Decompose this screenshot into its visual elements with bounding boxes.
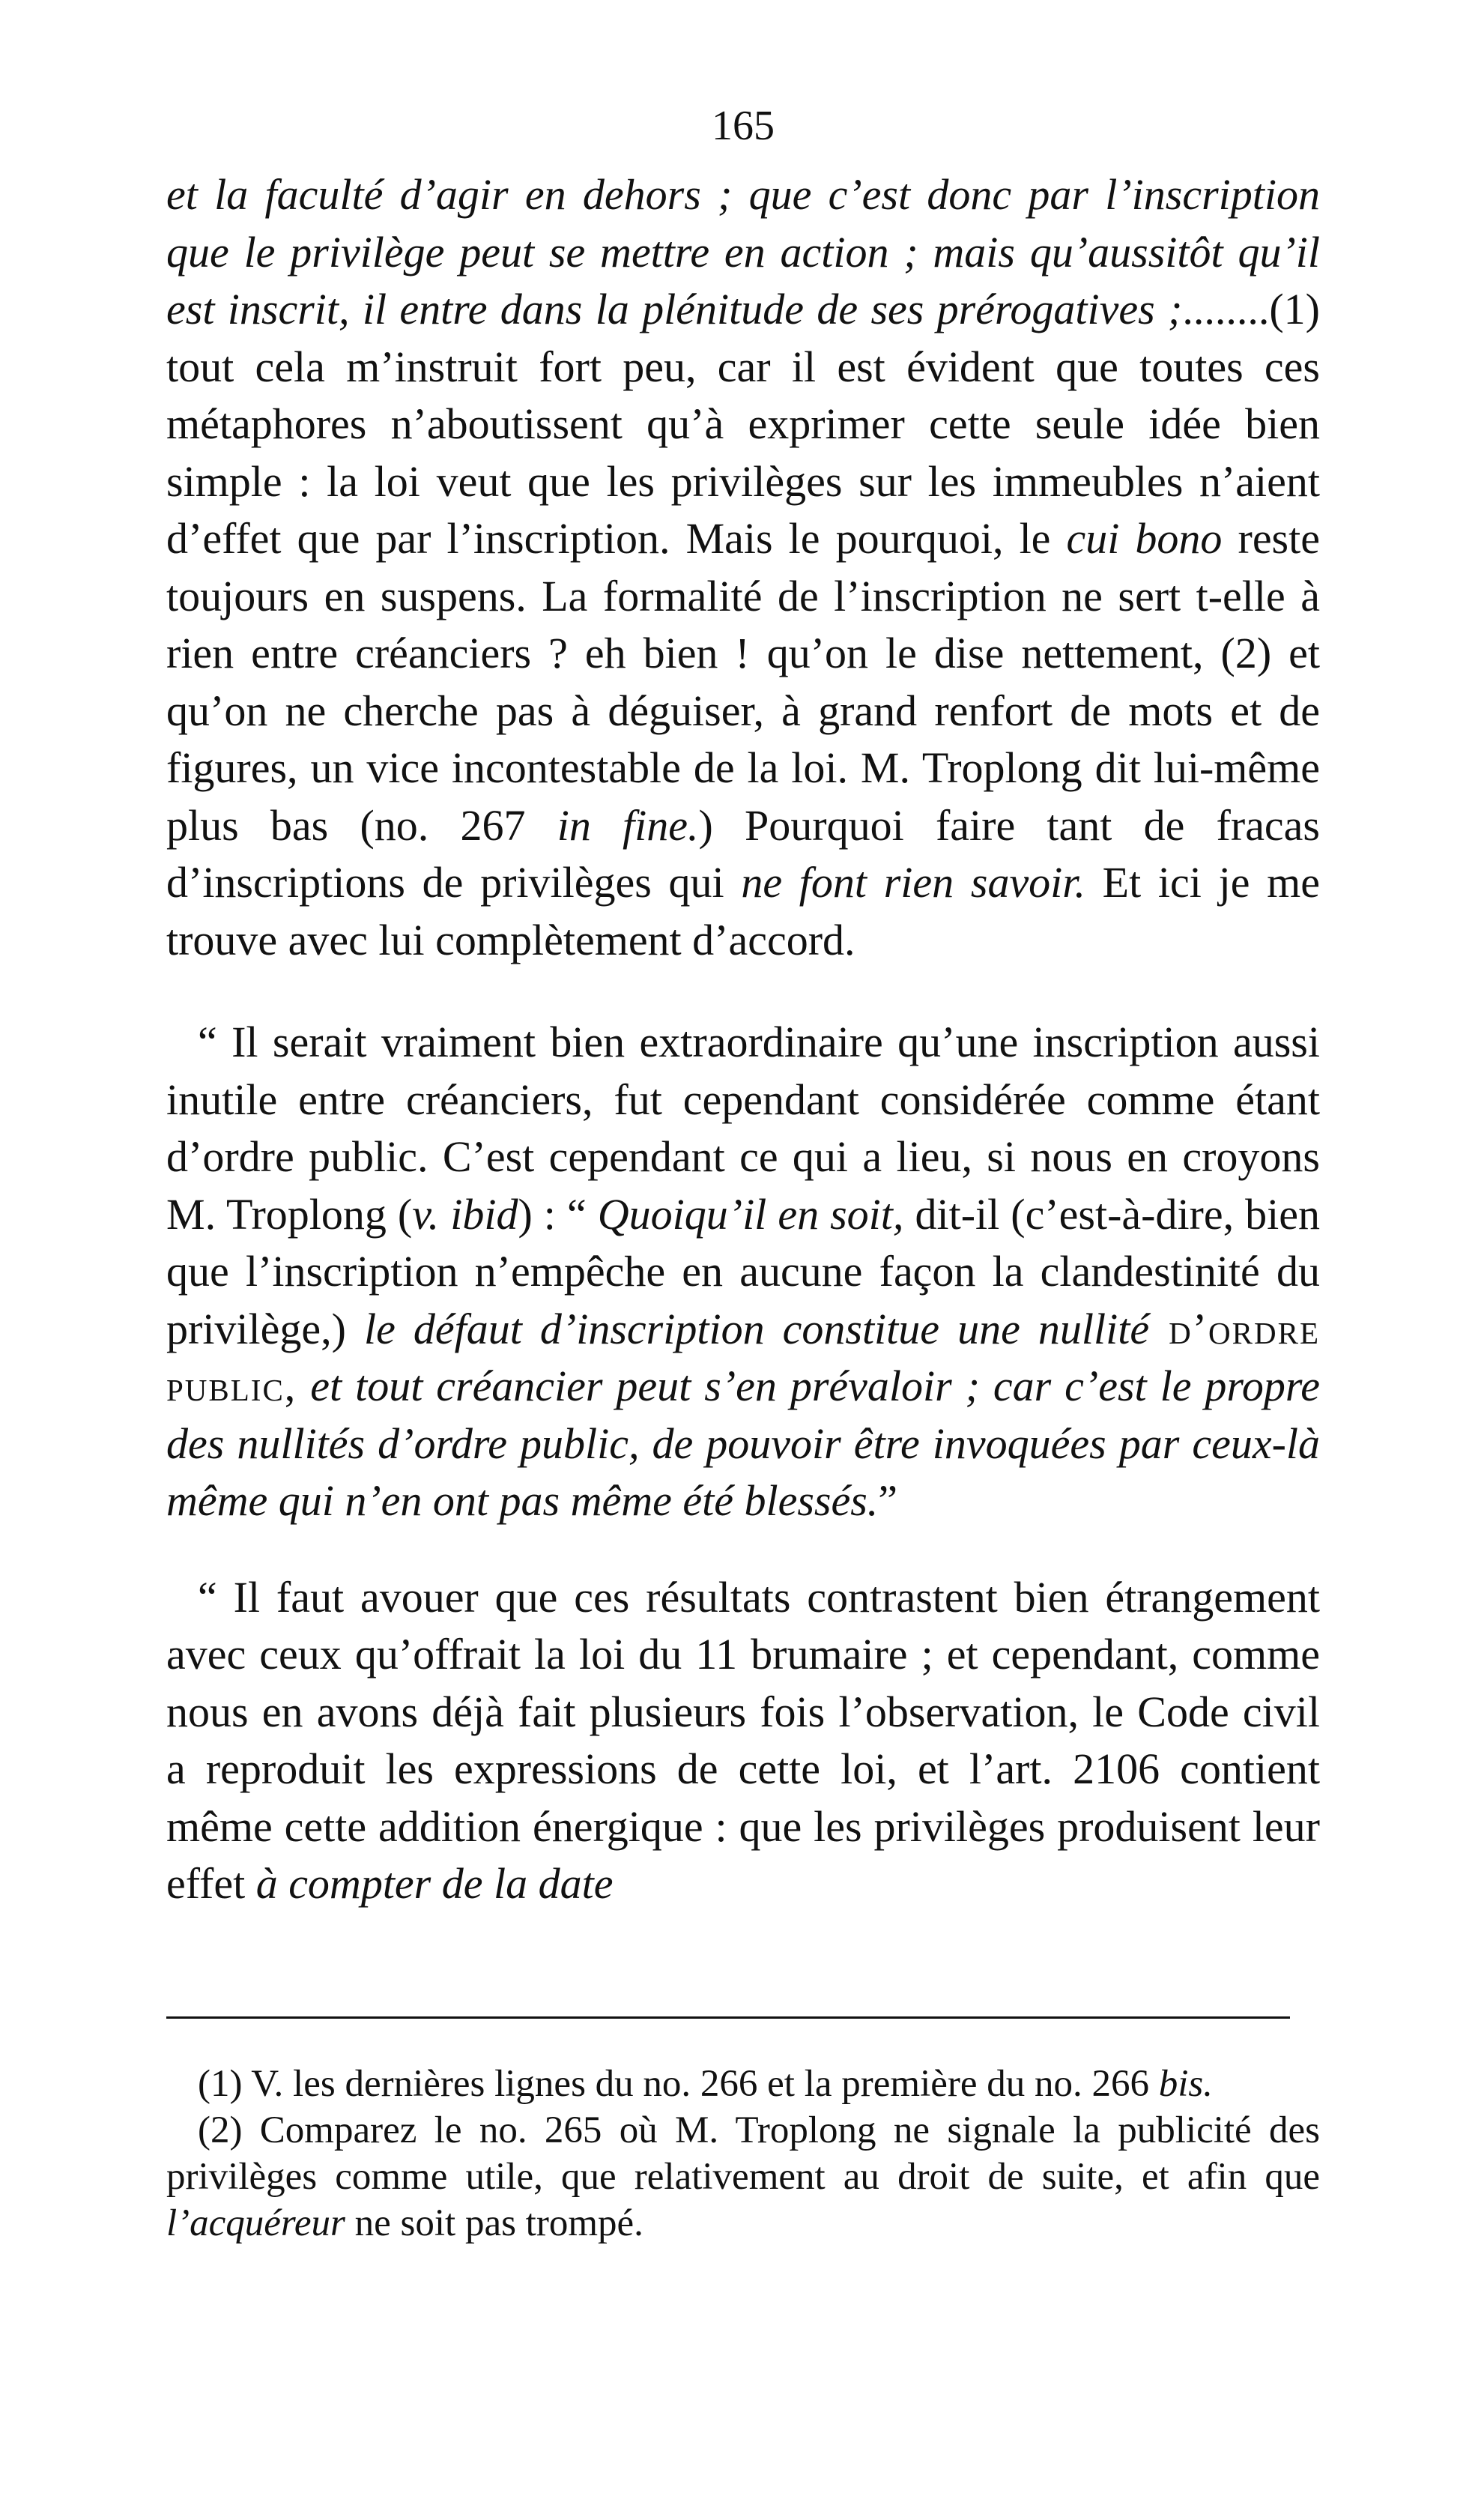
page-number: 165	[712, 103, 775, 149]
footnotes	[166, 2061, 1320, 2246]
small-caps-run: d’ordre public,	[166, 1304, 1320, 1410]
italic-run: cui bono	[1066, 514, 1223, 563]
italic-run: in fine.	[557, 800, 699, 850]
text-run: reste toujours en suspens. La formalité de l’inscription ne sert t-elle à rien entre créanciers ? eh bien ! qu’on le dise nettement, (2) et qu’on ne cherche pas à déguiser, à grand renfort de mots et de figures, un vice incontestable de la loi. M. Troplong dit lui-même plus bas (no. 267	[166, 514, 1320, 850]
paragraph-1	[166, 166, 1320, 969]
paragraph-3	[166, 1569, 1320, 1913]
text-run: (2) Comparez le no. 265 où M. Troplong ne signale la publicité des privilèges comme utile, que relativement au droit de suite, et afin que	[166, 2109, 1320, 2198]
italic-run: le défaut d’inscription constitue une nullité	[364, 1304, 1150, 1353]
italic-run: bis.	[1158, 2062, 1214, 2105]
text-run: ) : “	[518, 1189, 598, 1239]
text-run: ) Pourquoi faire tant de fracas d’inscriptions de privilèges qui	[166, 800, 1320, 907]
book-page	[166, 105, 1320, 2246]
italic-run: à compter de la date	[255, 1859, 614, 1908]
italic-run: et la faculté d’agir en dehors ; que c’est donc par l’inscription que le privilège peut se mettre en action ; mais qu’aussitôt qu’il est inscrit, il entre dans la plénitude de ses prérogatives ;	[166, 170, 1320, 333]
text-run: Et ici je me trouve avec lui complètement d’accord.	[166, 858, 1320, 964]
footnote-1	[166, 2061, 1320, 2107]
text-run: “ Il faut avouer que ces résultats contrastent bien étrangement avec ceux qu’offrait la loi du 11 brumaire ; et cependant, comme nous en avons déjà fait plusieurs fois l’observation, le Code civil a reproduit les expressions de cette loi, et l’art. 2106 contient même cette addition énergique : que les privilèges produisent leur effet	[166, 1572, 1320, 1908]
text-run: (1) V. les dernières lignes du no. 266 et la première du no. 266	[198, 2062, 1159, 2105]
paragraph-2	[166, 1014, 1320, 1530]
italic-run: Quoiqu’il en soit,	[597, 1189, 904, 1239]
italic-run: l’acquéreur	[166, 2202, 345, 2244]
italic-run: et tout créancier peut s’en prévaloir ; car c’est le propre des nullités d’ordre public, de pouvoir être invoquées par ceux-là même qui n’en ont pas même été blessés.	[166, 1362, 1320, 1525]
text-run: ........(1) tout cela m’instruit fort peu, car il est évident que toutes ces métaphores n’aboutissent qu’à exprimer cette seule idée bien simple : la loi veut que les privilèges sur les immeubles n’aient d’effet que par l’inscription. Mais le pourquoi, le	[166, 285, 1320, 563]
footnote-divider	[166, 2016, 1290, 2019]
italic-run: v. ibid	[412, 1189, 518, 1239]
text-run: ”	[878, 1476, 898, 1525]
text-run: “ Il serait vraiment bien extraordinaire qu’une inscription aussi inutile entre créanciers, fut cependant considérée comme étant d’ordre public. C’est cependant ce qui a lieu, si nous en croyons M. Troplong (	[166, 1018, 1320, 1239]
text-run: dit-il (c’est-à-dire, bien que l’inscription n’empêche en aucune façon la clandestinité du privilège,)	[166, 1189, 1321, 1353]
footnote-2	[166, 2107, 1320, 2246]
text-run: ne soit pas trompé.	[345, 2202, 643, 2244]
italic-run: ne font rien savoir.	[741, 858, 1085, 907]
